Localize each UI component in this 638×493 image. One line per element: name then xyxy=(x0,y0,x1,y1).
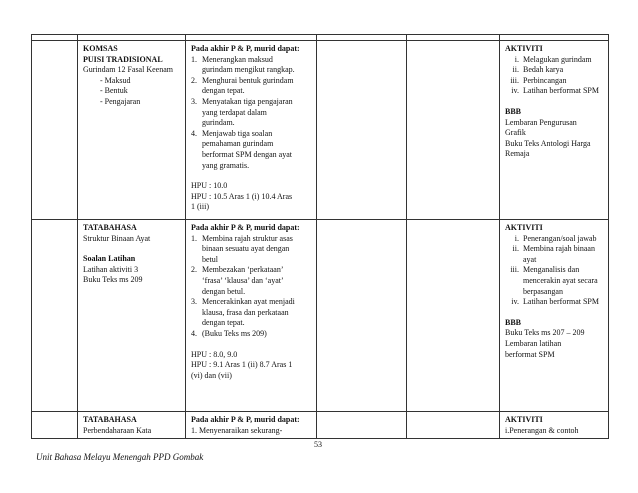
item-line: Menyatakan tiga pengajaran xyxy=(202,96,293,106)
bbb-line: berformat SPM xyxy=(505,349,555,359)
bbb-line: Buku Teks ms 207 – 209 xyxy=(505,328,585,338)
item-line: gurindam. xyxy=(202,118,235,128)
bbb-line: Lembaran Pengurusan xyxy=(505,117,577,127)
empty-cell xyxy=(407,412,500,439)
week-cell xyxy=(32,220,78,412)
bbb-line: Grafik xyxy=(505,128,526,138)
hpu-line: HPU : 8.0, 9.0 xyxy=(191,349,238,359)
list-item xyxy=(505,244,604,265)
item-line: ‘frasa’ ‘klausa’ dan ‘ayat’ xyxy=(202,275,284,285)
activities-list xyxy=(505,55,604,97)
list-item xyxy=(191,234,312,266)
hpu-line: HPU : 9.1 Aras 1 (ii) 8.7 Aras 1 xyxy=(191,360,293,370)
activities-heading: AKTIVITI xyxy=(505,415,543,424)
empty-cell xyxy=(317,412,407,439)
item-number: iv. xyxy=(511,86,519,96)
item-number: 3. xyxy=(191,297,197,307)
item-line: Latihan berformat SPM xyxy=(523,86,599,96)
item-number: iii. xyxy=(510,265,519,275)
item-line: yang terdapat dalam xyxy=(202,107,267,117)
item-number: 2. xyxy=(191,75,197,85)
topic-line: Perbendaharaan Kata xyxy=(83,425,152,435)
item-line: Menghurai bentuk gurindam xyxy=(202,75,294,85)
item-line: Menerangkan maksud xyxy=(202,54,273,64)
list-item xyxy=(191,97,312,129)
topic-line: Buku Teks ms 209 xyxy=(83,275,143,285)
hpu-line: HPU : 10.5 Aras 1 (i) 10.4 Aras xyxy=(191,191,293,201)
item-number: 4. xyxy=(191,128,197,138)
item-number: iv. xyxy=(511,297,519,307)
item-line: gurindam mengikut rangkap. xyxy=(202,65,295,75)
objectives-list xyxy=(191,234,312,340)
item-line: (Buku Teks ms 209) xyxy=(202,328,267,338)
topic-bullet-list xyxy=(83,76,181,108)
activities-cell xyxy=(500,220,609,412)
item-number: 1. xyxy=(191,233,197,243)
empty-cell xyxy=(317,220,407,412)
item-number: i. xyxy=(514,54,519,64)
objectives-heading: Pada akhir P & P, murid dapat: xyxy=(191,44,300,53)
topic-title: KOMSAS xyxy=(83,44,118,53)
page-footer: Unit Bahasa Melayu Menengah PPD Gombak xyxy=(36,452,204,462)
list-item: - Pengajaran xyxy=(100,97,181,108)
week-cell xyxy=(32,41,78,220)
empty-cell xyxy=(407,41,500,220)
bbb-line: Buku Teks Antologi Harga xyxy=(505,138,591,148)
list-item xyxy=(505,65,604,76)
topic-line: Struktur Binaan Ayat xyxy=(83,233,151,243)
objectives-cell xyxy=(186,412,317,439)
item-line: dengan tepat. xyxy=(202,86,245,96)
table-row xyxy=(32,41,609,220)
item-line: Menganalisis dan xyxy=(523,265,580,275)
empty-cell xyxy=(317,41,407,220)
item-number: i. xyxy=(514,233,519,243)
item-line: mencerakin ayat secara xyxy=(523,275,598,285)
item-line: Perbincangan xyxy=(523,75,567,85)
item-line: ayat xyxy=(523,254,537,264)
topic-title: TATABAHASA xyxy=(83,415,137,424)
bbb-heading: BBB xyxy=(505,106,522,116)
topic-cell xyxy=(78,412,186,439)
objectives-heading: Pada akhir P & P, murid dapat: xyxy=(191,223,300,232)
list-item xyxy=(191,329,312,340)
topic-line: Gurindam 12 Fasal Keenam xyxy=(83,65,173,75)
item-number: 3. xyxy=(191,96,197,106)
topic-subtitle: PUISI TRADISIONAL xyxy=(83,54,163,64)
list-item: - Maksud xyxy=(100,76,181,87)
table-row xyxy=(32,220,609,412)
list-item xyxy=(505,297,604,308)
activities-heading: AKTIVITI xyxy=(505,223,543,232)
topic-line: Latihan aktiviti 3 xyxy=(83,264,139,274)
item-line: Penerangan/soal jawab xyxy=(523,233,597,243)
empty-cell xyxy=(407,220,500,412)
list-item xyxy=(191,297,312,329)
item-line: Membina rajah struktur asas xyxy=(202,233,293,243)
objectives-cell xyxy=(186,41,317,220)
item-line: Membina rajah binaan xyxy=(523,244,595,254)
item-line: dengan tepat. xyxy=(202,318,245,328)
item-number: ii. xyxy=(512,65,519,75)
list-item xyxy=(191,55,312,76)
item-line: pemahaman gurindam xyxy=(202,139,274,149)
item-line: Membezakan ‘perkataan’ xyxy=(202,265,284,275)
list-item xyxy=(505,76,604,87)
item-line: 1. Menyenaraikan sekurang- xyxy=(191,425,283,435)
item-line: binaan sesuatu ayat dengan xyxy=(202,244,290,254)
item-number: ii. xyxy=(512,244,519,254)
item-number: 4. xyxy=(191,328,197,338)
activities-list xyxy=(505,234,604,308)
item-line: betul xyxy=(202,254,218,264)
list-item: - Bentuk xyxy=(100,86,181,97)
objectives-list xyxy=(191,55,312,172)
item-line: berformat SPM dengan ayat xyxy=(202,149,292,159)
bbb-line: Remaja xyxy=(505,149,530,159)
hpu-line: (vi) dan (vii) xyxy=(191,370,232,380)
activities-cell xyxy=(500,412,609,439)
item-number: 1. xyxy=(191,54,197,64)
item-line: Mencerakinkan ayat menjadi xyxy=(202,297,295,307)
hpu-line: 1 (iii) xyxy=(191,202,209,212)
list-item xyxy=(505,234,604,245)
objectives-heading: Pada akhir P & P, murid dapat: xyxy=(191,415,300,424)
item-line: yang gramatis. xyxy=(202,160,250,170)
list-item xyxy=(191,129,312,171)
item-line: dengan betul. xyxy=(202,286,246,296)
topic-sub-heading: Soalan Latihan xyxy=(83,254,136,264)
item-line: Melagukan gurindam xyxy=(523,54,592,64)
activities-heading: AKTIVITI xyxy=(505,44,543,53)
lesson-plan-table xyxy=(31,34,609,439)
hpu-line: HPU : 10.0 xyxy=(191,181,228,191)
bbb-heading: BBB xyxy=(505,317,522,327)
topic-cell xyxy=(78,41,186,220)
activities-cell xyxy=(500,41,609,220)
topic-cell xyxy=(78,220,186,412)
list-item xyxy=(505,55,604,66)
item-line: Bedah karya xyxy=(523,65,564,75)
list-item xyxy=(191,76,312,97)
bbb-line: Lembaran latihan xyxy=(505,338,562,348)
objectives-cell xyxy=(186,220,317,412)
list-item xyxy=(505,86,604,97)
list-item xyxy=(191,265,312,297)
table-row xyxy=(32,412,609,439)
week-cell xyxy=(32,412,78,439)
list-item xyxy=(505,265,604,297)
item-line: Menjawab tiga soalan xyxy=(202,128,273,138)
item-line: klausa, frasa dan perkataan xyxy=(202,307,289,317)
item-line: Latihan berformat SPM xyxy=(523,297,599,307)
item-line: i.Penerangan & contoh xyxy=(505,425,579,435)
item-line: berpasangan xyxy=(523,286,563,296)
item-number: iii. xyxy=(510,75,519,85)
page-number: 53 xyxy=(314,440,322,449)
topic-title: TATABAHASA xyxy=(83,223,137,232)
item-number: 2. xyxy=(191,265,197,275)
